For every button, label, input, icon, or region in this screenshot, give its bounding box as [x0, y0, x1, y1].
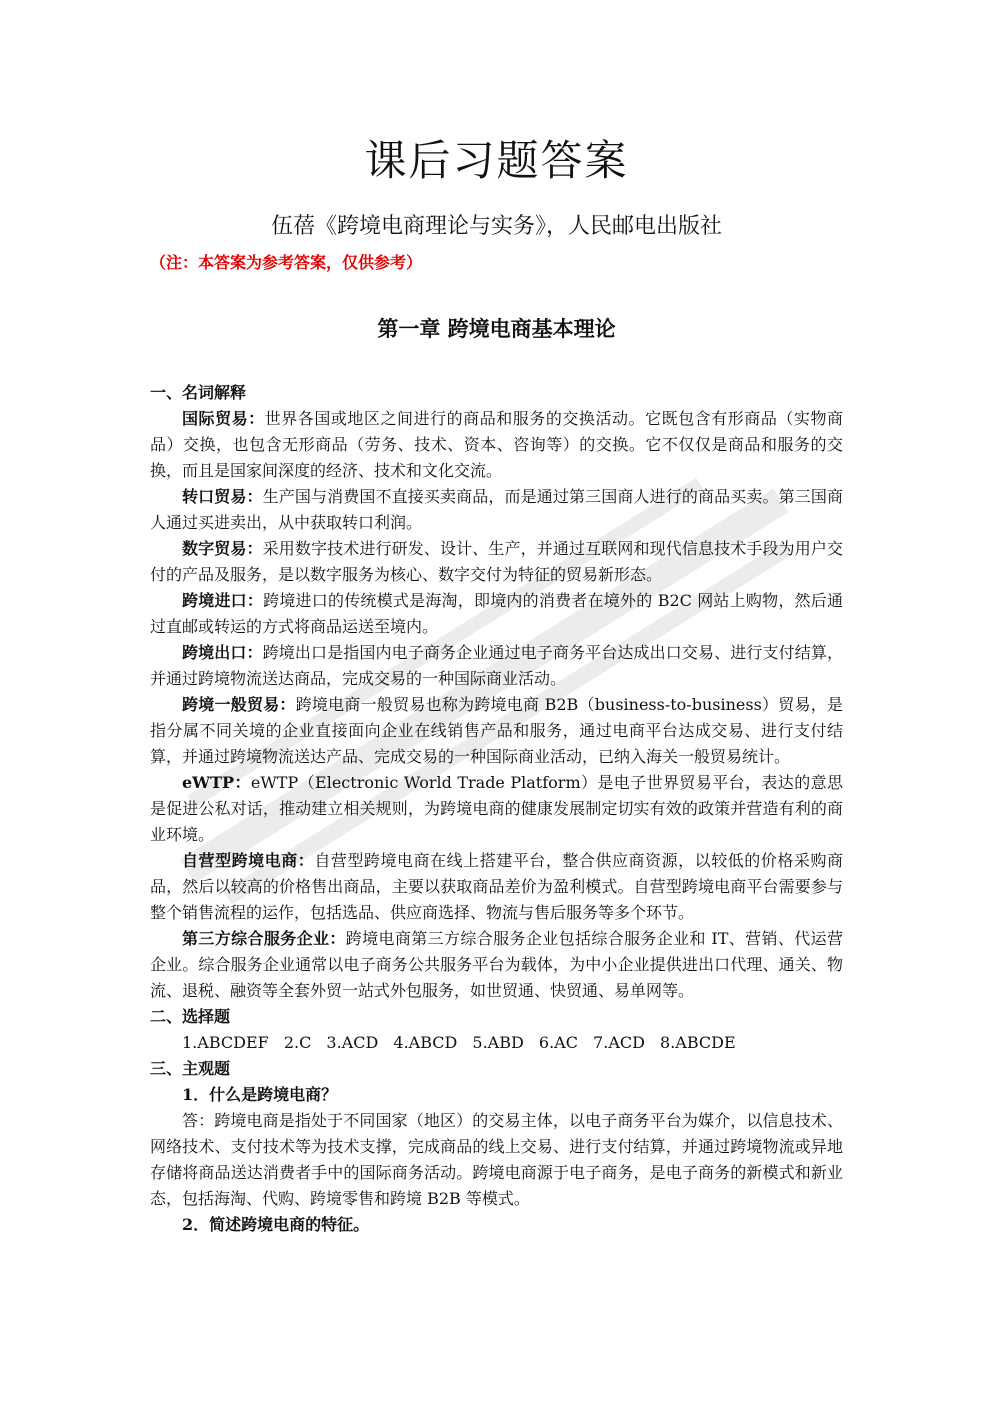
term-label: 第三方综合服务企业： [182, 929, 346, 948]
reference-note: （注：本答案为参考答案，仅供参考） [150, 253, 423, 272]
term-definition: 跨境电商第三方综合服务企业包括综合服务企业和 IT、营销、代运营企业。综合服务企业通常以电子商务公共服务平台为载体，为中小企业提供进出口代理、通关、物流、退税、融资等全套外贸一站式外包服务，如世贸通、快贸通、易单网等。 [150, 929, 843, 1000]
term-entry [150, 692, 843, 770]
term-entry [150, 640, 843, 692]
term-label: 自营型跨境电商： [182, 851, 315, 870]
term-entry [150, 770, 843, 848]
choice-answers: 1.ABCDEF 2.C 3.ACD 4.ABCD 5.ABD 6.AC 7.ACD 8.ABCDE [182, 1033, 736, 1052]
term-definition: 跨境电商一般贸易也称为跨境电商 B2B（business-to-business）贸易，是指分属不同关境的企业直接面向企业在线销售产品和服务，通过电商平台达成交易、进行支付结算，并通过跨境物流送达产品、完成交易的一种国际商业活动，已纳入海关一般贸易统计。 [150, 695, 843, 766]
term-entry [150, 848, 843, 926]
question-title: 1．什么是跨境电商？ [182, 1085, 338, 1104]
term-entry [150, 484, 843, 536]
term-label: 国际贸易： [182, 409, 265, 428]
term-definition: 跨境进口的传统模式是海淘，即境内的消费者在境外的 B2C 网站上购物，然后通过直邮或转运的方式将商品运送至境内。 [150, 591, 843, 636]
page-title: 课后习题答案 [364, 136, 629, 185]
term-label: 转口贸易： [182, 487, 263, 506]
answer-content [150, 380, 843, 1238]
term-label: eWTP： [182, 773, 251, 792]
term-definition: 自营型跨境电商在线上搭建平台，整合供应商资源，以较低的价格采购商品，然后以较高的价格售出商品，主要以获取商品差价为盈利模式。自营型跨境电商平台需要参与整个销售流程的运作，包括选品、供应商选择、物流与售后服务等多个环节。 [150, 851, 843, 922]
term-definition: 世界各国或地区之间进行的商品和服务的交换活动。它既包含有形商品（实物商品）交换，也包含无形商品（劳务、技术、资本、咨询等）的交换。它不仅仅是商品和服务的交换，而且是国家间深度的经济、技术和文化交流。 [150, 409, 843, 480]
term-entry [150, 406, 843, 484]
term-entry [150, 926, 843, 1004]
term-definition: 生产国与消费国不直接买卖商品，而是通过第三国商人进行的商品买卖。第三国商人通过买进卖出，从中获取转口利润。 [150, 487, 843, 532]
chapter-heading: 第一章 跨境电商基本理论 [377, 316, 616, 341]
term-definition: 跨境出口是指国内电子商务企业通过电子商务平台达成出口交易、进行支付结算，并通过跨境物流送达商品，完成交易的一种国际商业活动。 [150, 643, 843, 688]
term-entry [150, 588, 843, 640]
term-label: 数字贸易： [182, 539, 263, 558]
term-label: 跨境出口： [182, 643, 263, 662]
question-title: 2．简述跨境电商的特征。 [182, 1215, 370, 1234]
term-definition: eWTP（Electronic World Trade Platform）是电子世界贸易平台，表达的意思是促进公私对话，推动建立相关规则，为跨境电商的健康发展制定切实有效的政策并营造有利的商业环境。 [150, 773, 843, 844]
question-answer: 答：跨境电商是指处于不同国家（地区）的交易主体，以电子商务平台为媒介，以信息技术、网络技术、支付技术等为技术支撑，完成商品的线上交易、进行支付结算，并通过跨境物流或异地存储将商品送达消费者手中的国际商务活动。跨境电商源于电子商务，是电子商务的新模式和新业态，包括海淘、代购、跨境零售和跨境 B2B 等模式。 [150, 1111, 843, 1208]
section-heading-subjective: 三、主观题 [150, 1059, 231, 1078]
book-subtitle: 伍蓓《跨境电商理论与实务》，人民邮电出版社 [270, 214, 722, 239]
section-heading-choices: 二、选择题 [150, 1007, 231, 1026]
term-label: 跨境进口： [182, 591, 264, 610]
term-definition: 采用数字技术进行研发、设计、生产，并通过互联网和现代信息技术手段为用户交付的产品及服务，是以数字服务为核心、数字交付为特征的贸易新形态。 [150, 539, 843, 584]
section-heading-terms: 一、名词解释 [150, 383, 247, 402]
term-label: 跨境一般贸易： [182, 695, 296, 714]
term-entry [150, 536, 843, 588]
